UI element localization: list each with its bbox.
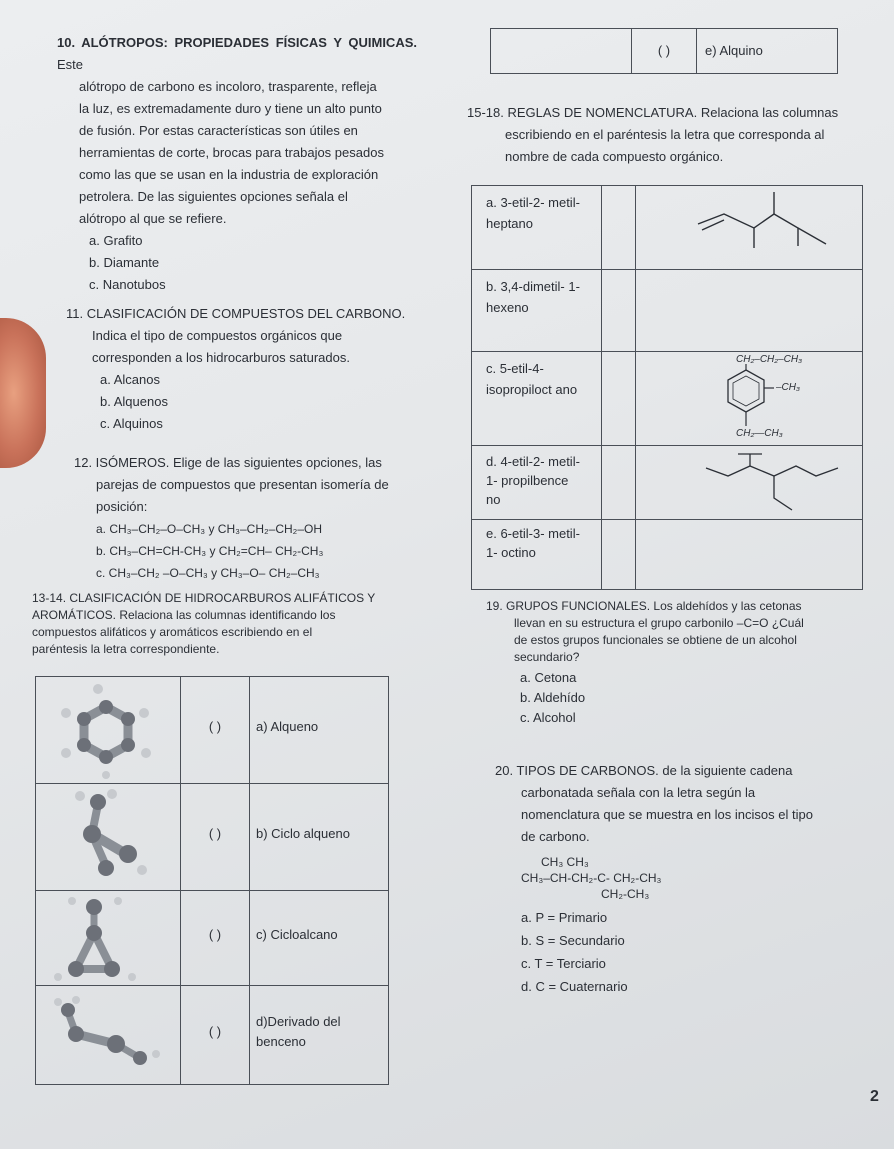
question-10: [57, 32, 417, 296]
q12-line: parejas de compuestos que presentan isomería de: [96, 477, 389, 492]
q20-option[interactable]: d. C = Cuaternario: [521, 979, 628, 994]
q11-title: 11. CLASIFICACIÓN DE COMPUESTOS DEL CARBONO.: [66, 306, 406, 321]
cycloalkane-ball-model-icon: [36, 891, 180, 982]
question-15-18: [467, 102, 862, 168]
q10-line: alótropo de carbono es incoloro, trasparente, refleja: [79, 79, 377, 94]
q10-line: herramientas de corte, brocas para trabajos pesados: [79, 145, 384, 160]
q1314-line: AROMÁTICOS. Relaciona las columnas identificando los: [32, 608, 336, 622]
q11-line: corresponden a los hidrocarburos saturados.: [92, 350, 350, 365]
compound-name: b. 3,4-dimetil- 1-hexeno: [486, 279, 580, 315]
answer-paren[interactable]: ( ): [208, 1024, 222, 1039]
nomenclature-table: [471, 185, 863, 590]
skeletal-structure-a-icon: [636, 186, 862, 266]
q19-option[interactable]: c. Alcohol: [520, 710, 576, 725]
answer-label: e) Alquino: [705, 43, 763, 58]
q11-line: Indica el tipo de compuestos orgánicos que: [92, 328, 343, 343]
benzene-ball-model-icon: [36, 677, 180, 780]
structure-cell: [636, 446, 863, 520]
q1518-line: nombre de cada compuesto orgánico.: [505, 149, 724, 164]
compound-name: c. 5-etil-4- isopropiloct ano: [486, 361, 578, 397]
answer-paren-cell[interactable]: [602, 186, 636, 270]
q10-option[interactable]: a. Grafito: [89, 233, 143, 248]
q20-option[interactable]: c. T = Terciario: [521, 956, 606, 971]
top-answer-table: [490, 28, 838, 74]
q12-option[interactable]: c. CH₃–CH₂ –O–CH₃ y CH₃–O– CH₂–CH₃: [96, 566, 320, 580]
q19-line: llevan en su estructura el grupo carbonilo –C=O ¿Cuál: [514, 616, 804, 630]
q11-option[interactable]: a. Alcanos: [100, 372, 160, 387]
q12-option[interactable]: a. CH₃–CH₂–O–CH₃ y CH₃–CH₂–CH₂–OH: [96, 522, 323, 536]
structure-cell: [636, 352, 863, 446]
q10-line: de fusión. Por estas características son útiles en: [79, 123, 358, 138]
skeletal-structure-d-icon: [636, 446, 862, 516]
q10-title: 10. ALÓTROPOS: PROPIEDADES FÍSICAS Y QUIMICAS.: [57, 35, 417, 50]
alkyne-ball-model-icon: [36, 986, 180, 1081]
answer-paren[interactable]: ( ): [208, 719, 222, 734]
q1518-line: Relaciona las columnas: [700, 105, 839, 120]
compound-name: d. 4-etil-2- metil-1- propilbence no: [486, 454, 580, 507]
q10-line: la luz, es extremadamente duro y tiene un alto punto: [79, 101, 382, 116]
structure-cell: [636, 520, 863, 590]
chain-line: CH₃ CH₃: [541, 855, 589, 869]
finger-shadow: [0, 318, 46, 468]
answer-label: a) Alqueno: [256, 719, 319, 734]
chain-line: CH₂-CH₃: [601, 887, 650, 901]
q20-title: 20. TIPOS DE CARBONOS.: [495, 763, 659, 778]
carbon-chain: [521, 854, 850, 902]
q19-option[interactable]: a. Cetona: [520, 670, 577, 685]
q11-option[interactable]: c. Alquinos: [100, 416, 163, 431]
q10-line: como las que se usan en la industria de exploración: [79, 167, 379, 182]
answer-label: c) Cicloalcano: [256, 927, 338, 942]
structure-cell: [636, 270, 863, 352]
q20-option[interactable]: a. P = Primario: [521, 910, 608, 925]
question-19: [486, 598, 876, 728]
q1314-line: compuestos alifáticos y aromáticos escribiendo en el: [32, 625, 313, 639]
q20-line: carbonatada señala con la letra según la: [521, 785, 756, 800]
formula-label: –CH₃: [776, 382, 800, 393]
q20-line: de la siguiente cadena: [662, 763, 793, 778]
molecule-cell: [36, 784, 181, 891]
formula-label: CH₂–CH₂–CH₃: [736, 354, 803, 365]
structure-cell: [636, 186, 863, 270]
q12-title: 12. ISÓMEROS.: [74, 455, 170, 470]
q20-option[interactable]: b. S = Secundario: [521, 933, 625, 948]
question-12: [74, 452, 414, 584]
q1314-title: 13-14. CLASIFICACIÓN DE HIDROCARBUROS ALIFÁTICOS Y: [32, 591, 376, 605]
molecule-cell: [36, 891, 181, 986]
page-number: 2: [870, 1088, 879, 1105]
q1518-line: escribiendo en el paréntesis la letra que corresponda al: [505, 127, 825, 142]
molecule-cell: [36, 986, 181, 1085]
q12-line: posición:: [96, 499, 148, 514]
cycloalkene-ball-model-icon: [36, 784, 180, 887]
answer-paren-cell[interactable]: [602, 446, 636, 520]
q19-line: Los aldehídos y las cetonas: [653, 599, 802, 613]
q10-line: Este: [57, 57, 84, 72]
q10-option[interactable]: b. Diamante: [89, 255, 160, 270]
molecule-cell: [36, 677, 181, 784]
q10-line: petrolera. De las siguientes opciones señala el: [79, 189, 348, 204]
q20-line: de carbono.: [521, 829, 590, 844]
answer-label: b) Ciclo alqueno: [256, 826, 350, 841]
answer-paren-cell[interactable]: [602, 270, 636, 352]
chain-line: CH₃–CH-CH₂-C- CH₂-CH₃: [521, 871, 662, 885]
q11-option[interactable]: b. Alquenos: [100, 394, 168, 409]
question-20: [495, 760, 850, 998]
q10-option[interactable]: c. Nanotubos: [89, 277, 166, 292]
q10-line: alótropo al que se refiere.: [79, 211, 227, 226]
answer-label: d)Derivado del benceno: [256, 1014, 341, 1049]
q20-line: nomenclatura que se muestra en los incisos el tipo: [521, 807, 813, 822]
q19-line: secundario?: [514, 650, 580, 664]
q19-option[interactable]: b. Aldehído: [520, 690, 586, 705]
answer-paren-cell[interactable]: [602, 352, 636, 446]
compound-name: e. 6-etil-3- metil-1- octino: [486, 526, 580, 560]
answer-paren[interactable]: ( ): [657, 43, 671, 58]
answer-paren[interactable]: ( ): [208, 927, 222, 942]
answer-paren-cell[interactable]: [602, 520, 636, 590]
formula-label: CH₂—CH₃: [736, 428, 783, 439]
q1518-title: 15-18. REGLAS DE NOMENCLATURA.: [467, 105, 698, 120]
q19-title: 19. GRUPOS FUNCIONALES.: [486, 599, 651, 613]
q12-option[interactable]: b. CH₃–CH=CH-CH₃ y CH₂=CH– CH₂-CH₃: [96, 544, 324, 558]
compound-name: a. 3-etil-2- metil- heptano: [486, 195, 580, 231]
question-11: [66, 303, 411, 435]
answer-paren[interactable]: ( ): [208, 826, 222, 841]
q1314-line: paréntesis la letra correspondiente.: [32, 642, 220, 656]
aromatic-match-table: [35, 676, 389, 1085]
q19-line: de estos grupos funcionales se obtiene de un alcohol: [514, 633, 797, 647]
q12-line: Elige de las siguientes opciones, las: [173, 455, 382, 470]
question-13-14: [32, 590, 452, 658]
